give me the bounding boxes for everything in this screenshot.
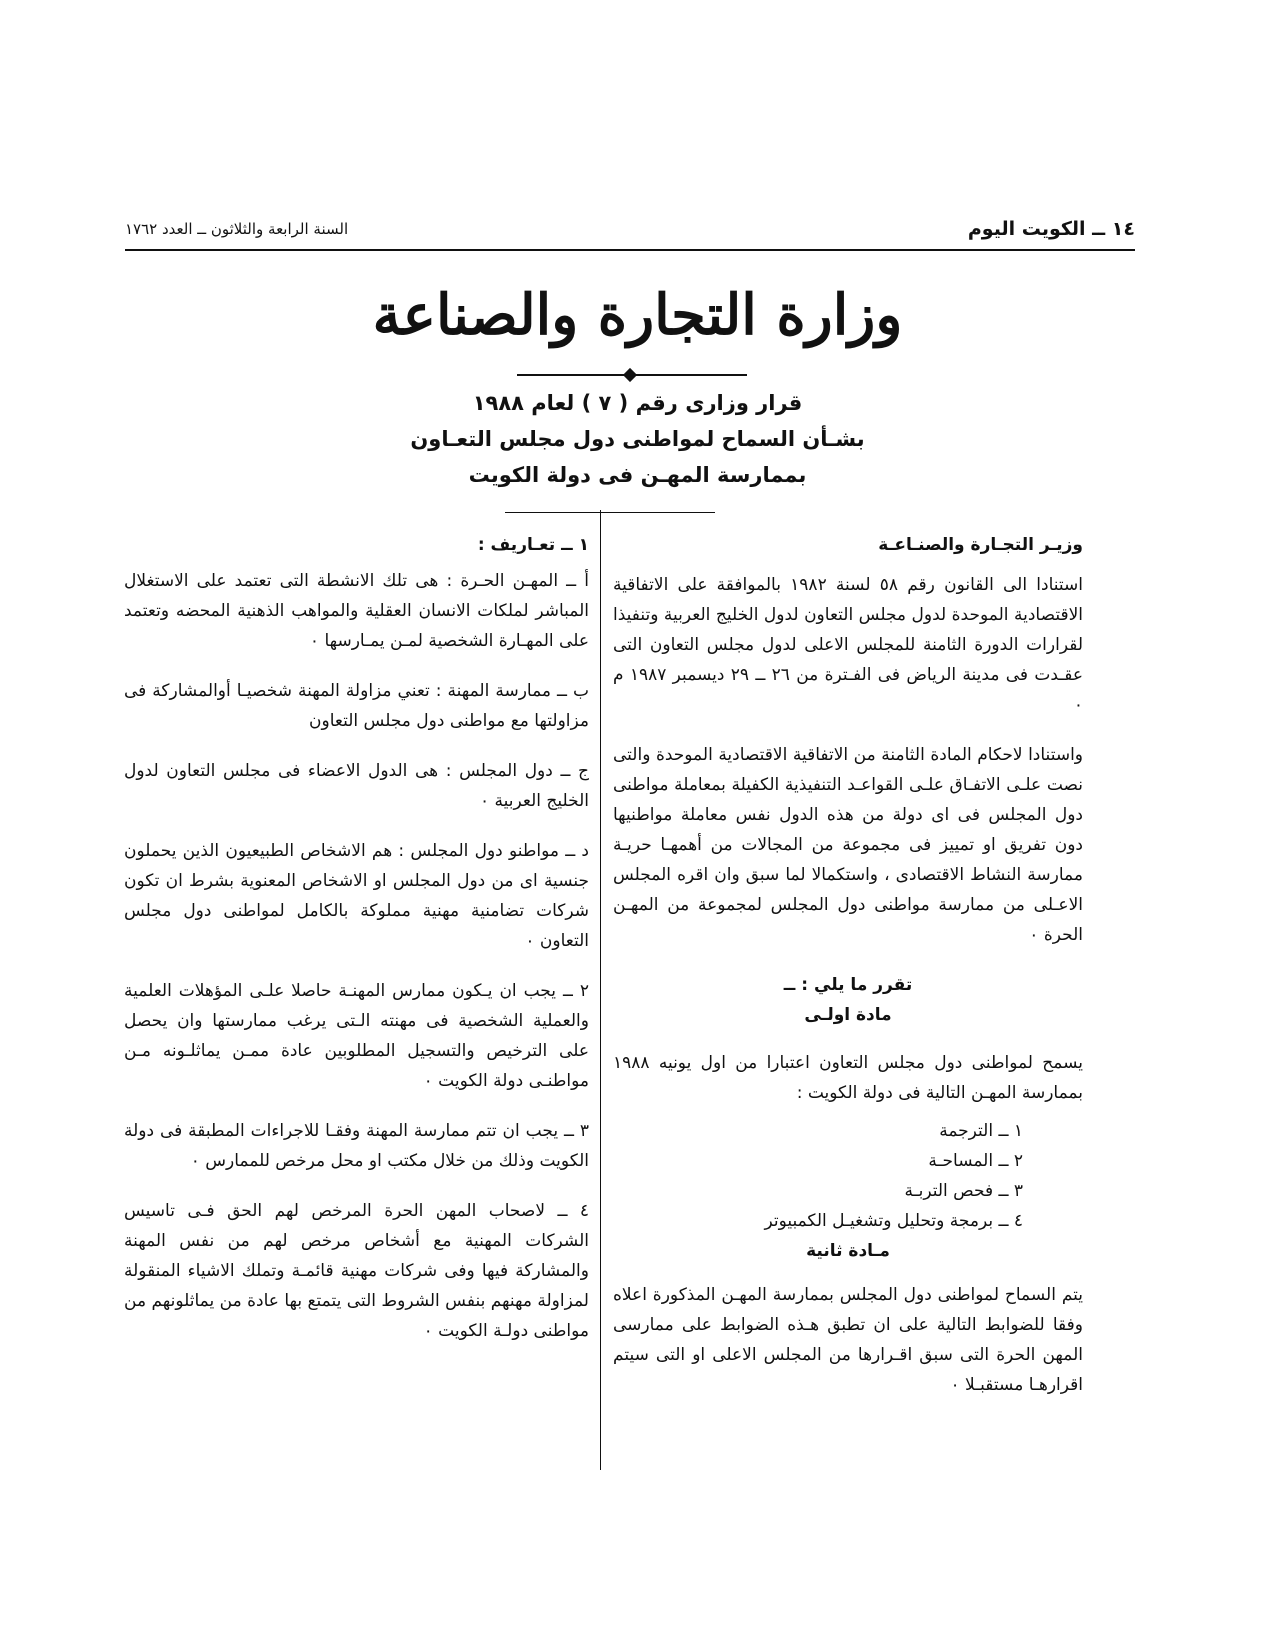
preamble-paragraph-2: واستنادا لاحكام المادة الثامنة من الاتفاقية الاقتصادية الموحدة والتى نصت علـى الاتفـاق علـى القواعـد التنفيذية الكفيلة بمعاملة مواطنى دول المجلس فى اى دولة من هذه الدول نفس معاملة مواطنيها دون تفريق او تمييز فى مجموعة من المجالات من أهمهـا حريـة ممارسة النشاط الاقتصادى ، واستكمالا لما سبق وان اقره المجلس الاعـلى من ممارسة مواطنى دول المجلس لمجموعة من المهـن الحرة ٠ bbox=[613, 745, 1083, 945]
right-column bbox=[613, 530, 1083, 1420]
clause-2: ٢ ــ يجب ان يـكون ممارس المهنـة حاصلا علـى المؤهلات العلمية والعملية الشخصية فى مهنته الـتى يرغب ممارستها وان يحصل على الترخيص والتسجيل المطلوبين عادة ممـن يماثلـونه مـن مواطنـى دولة الكويت ٠ bbox=[124, 981, 589, 1091]
column-divider bbox=[600, 510, 601, 1470]
decision-title-line1: قرار وزارى رقم ( ٧ ) لعام ١٩٨٨ bbox=[472, 391, 803, 415]
article-2-text: يتم السماح لمواطنى دول المجلس بممارسة المهـن المذكورة اعلاه وفقا للضوابط التالية على ان تطبق هـذه الضوابط على ممارسى المهن الحرة التى سبق اقـرارها من المجلس الاعلى او التى سيتم اقرارهـا مستقبـلا ٠ bbox=[613, 1285, 1083, 1395]
header-rule bbox=[125, 249, 1135, 251]
profession-item: ٤ ــ برمجة وتحليل وتشغيـل الكمبيوتر bbox=[764, 1211, 1023, 1231]
profession-item: ٢ ــ المساحـة bbox=[928, 1151, 1023, 1171]
minister-heading: وزيـر التجـارة والصنـاعـة bbox=[878, 535, 1083, 555]
clause-4: ٤ ــ لاصحاب المهن الحرة المرخص لهم الحق فـى تاسيس الشركات المهنية مع أشخاص مرخص لهم من نفس المهنة والمشاركة فيها وفى شركات مهنية قائمـة وتملك الاشياء المنقولة لمزاولة مهنهم بنفس الشروط التى يتمتع بها عادة من يماثلونهم من مواطنى دولـة الكويت ٠ bbox=[124, 1201, 589, 1341]
profession-item: ١ ــ الترجمة bbox=[939, 1121, 1023, 1141]
definition-d: د ــ مواطنو دول المجلس : هم الاشخاص الطبيعيون الذين يحملون جنسية اى من دول المجلس او الاشخاص المعنوية بشرط ان تكون شركات تضامنية مهنية مملوكة بالكامل لمواطنى دول مجلس التعاون ٠ bbox=[124, 841, 589, 951]
issue-label: السنة الرابعة والثلاثون ــ العدد ١٧٦٢ bbox=[125, 220, 349, 238]
definitions-heading: ١ ــ تعـاريف : bbox=[477, 535, 589, 555]
profession-item: ٣ ــ فحص التربـة bbox=[904, 1181, 1023, 1201]
article-1-text: يسمح لمواطنى دول مجلس التعاون اعتبارا من اول يونيه ١٩٨٨ بممارسة المهـن التالية فى دولة الكويت : bbox=[613, 1053, 1083, 1103]
ornament-diamond-icon bbox=[623, 368, 637, 382]
definition-a: أ ــ المهـن الحـرة : هى تلك الانشطة التى تعتمد على الاستغلال المباشر لملكات الانسان العقلية والمواهب الذهنية المحضه وتعتمد على المهـارة الشخصية لمـن يمـارسها ٠ bbox=[124, 571, 589, 651]
article-1-title: مادة اولـى bbox=[804, 1005, 892, 1025]
left-column bbox=[124, 530, 589, 1366]
decision-title-line2: بشـأن السماح لمواطنى دول مجلس التعـاون bbox=[410, 427, 865, 451]
decides-heading: تقرر ما يلي : ــ bbox=[783, 975, 913, 995]
columns-top-rule bbox=[505, 512, 715, 513]
running-header bbox=[125, 218, 1135, 252]
decision-title-line3: بممارسة المهـن فى دولة الكويت bbox=[468, 463, 807, 487]
ministry-title: وزارة التجارة والصناعة bbox=[372, 282, 903, 348]
definition-b: ب ــ ممارسة المهنة : تعني مزاولة المهنة شخصيـا أوالمشاركة فى مزاولتها مع مواطنى دول مجلس التعاون bbox=[124, 681, 589, 731]
definition-c: ج ــ دول المجلس : هى الدول الاعضاء فى مجلس التعاون لدول الخليج العربية ٠ bbox=[124, 761, 589, 811]
page-label: ١٤ ــ الكويت اليوم bbox=[967, 218, 1135, 240]
title-ornament bbox=[517, 370, 747, 380]
clause-3: ٣ ــ يجب ان تتم ممارسة المهنة وفقـا للاجراءات المطبقة فى دولة الكويت وذلك من خلال مكتب او محل مرخص للممارس ٠ bbox=[124, 1121, 589, 1171]
article-2-title: مـادة ثانية bbox=[806, 1241, 890, 1261]
preamble-paragraph-1: استنادا الى القانون رقم ٥٨ لسنة ١٩٨٢ بالموافقة على الاتفاقية الاقتصادية الموحدة لدول مجلس التعاون لدول الخليج العربية وتنفيذا لقرارات الدورة الثامنة للمجلس الاعلى لدول مجلس التعاون التى عقـدت فى مدينة الرياض فى الفـترة من ٢٦ ــ ٢٩ ديسمبر ١٩٨٧ م ٠ bbox=[613, 575, 1084, 715]
